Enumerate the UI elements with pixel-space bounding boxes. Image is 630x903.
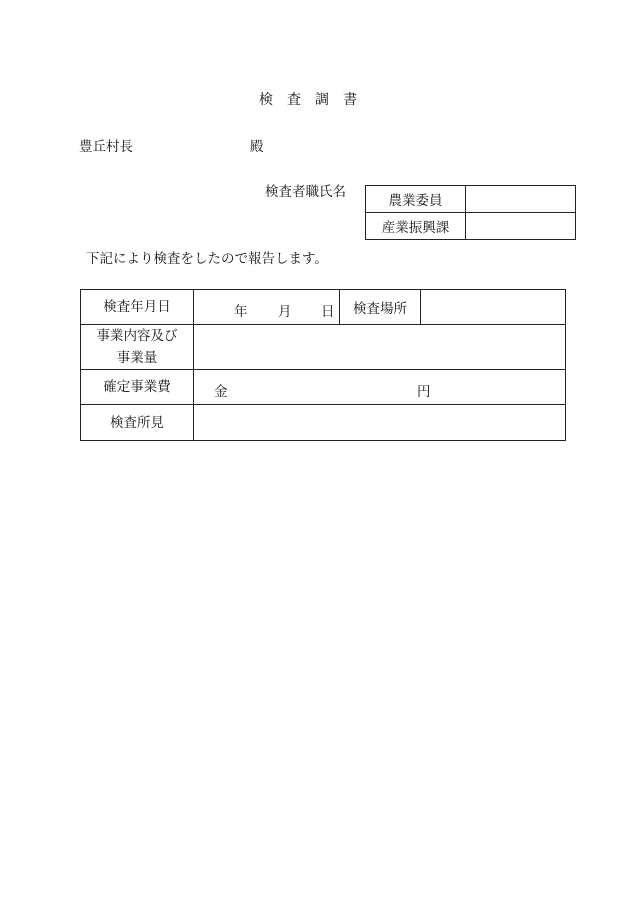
date-field[interactable]	[194, 290, 340, 325]
year-unit: 年	[234, 304, 248, 320]
inspector-name-field[interactable]	[466, 213, 576, 240]
document-title: 検査調書	[259, 92, 371, 108]
inspection-table	[80, 289, 566, 441]
inspector-role: 農業委員	[366, 186, 466, 213]
content-label-line1: 事業内容及び	[96, 328, 178, 344]
cost-unit: 円	[417, 384, 431, 400]
cost-prefix: 金	[214, 384, 228, 400]
honorific: 殿	[250, 139, 264, 155]
content-label-line2: 事業量	[116, 350, 158, 366]
inspector-label: 検査者職氏名	[265, 184, 346, 200]
place-label: 検査場所	[340, 290, 421, 325]
cost-label: 確定事業費	[81, 370, 194, 405]
inspector-name-field[interactable]	[466, 186, 576, 213]
inspector-role: 産業振興課	[366, 213, 466, 240]
cost-field[interactable]	[194, 370, 566, 405]
month-unit: 月	[278, 304, 292, 320]
addressee: 豊丘村長	[79, 139, 133, 155]
place-field[interactable]	[421, 290, 566, 325]
date-row	[81, 290, 566, 325]
inspector-row	[366, 213, 576, 240]
content-label	[81, 325, 194, 370]
inspector-row	[366, 186, 576, 213]
inspector-table	[365, 185, 576, 240]
content-field[interactable]	[194, 325, 566, 370]
date-label: 検査年月日	[81, 290, 194, 325]
opinion-field[interactable]	[194, 405, 566, 441]
cost-row	[81, 370, 566, 405]
opinion-row	[81, 405, 566, 441]
content-row	[81, 325, 566, 370]
day-unit: 日	[321, 304, 335, 320]
opinion-label: 検査所見	[81, 405, 194, 441]
statement: 下記により検査をしたので報告します。	[86, 251, 328, 267]
